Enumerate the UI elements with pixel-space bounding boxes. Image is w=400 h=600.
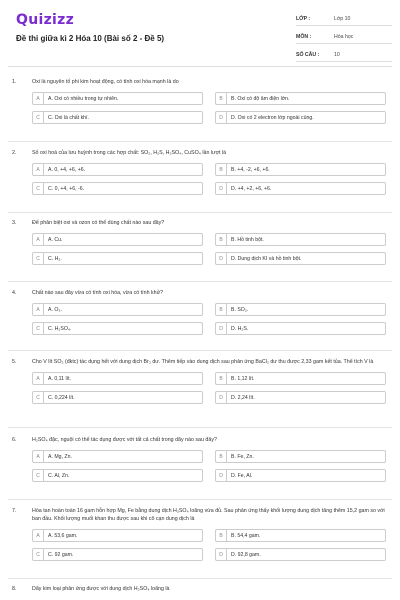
- option-text: B. +4, -2, +6, +6.: [231, 166, 270, 173]
- option-letter: A: [33, 304, 44, 315]
- option-letter: A: [33, 373, 44, 384]
- question-divider: [8, 499, 392, 500]
- option-text: D. Dung dịch KI và hồ tinh bột.: [231, 255, 302, 262]
- question-text: Chất nào sau đây vừa có tính oxi hóa, vừa có tính khử?: [32, 290, 164, 296]
- meta-class-row: [296, 12, 392, 26]
- option-text: D. Oxi có 2 electron lớp ngoài cùng.: [231, 114, 314, 121]
- option-text: D. +4, +2, +6, +6.: [231, 185, 272, 192]
- option-letter: C: [33, 549, 44, 560]
- question-number: 5.: [12, 359, 17, 365]
- answer-option[interactable]: [215, 163, 386, 176]
- answer-option[interactable]: [32, 163, 203, 176]
- question-text: Dãy kim loại phản ứng được với dung dịch H₂SO₄ loãng là: [32, 586, 170, 592]
- answer-options: [32, 92, 386, 124]
- option-letter: D: [216, 549, 227, 560]
- option-text: D. 2,24 lít.: [231, 394, 255, 401]
- question-divider: [8, 427, 392, 428]
- options-row: [32, 450, 386, 463]
- question-6: [8, 436, 392, 488]
- options-row: [32, 322, 386, 335]
- question-header: [8, 585, 392, 593]
- option-text: B. SO₂.: [231, 306, 249, 313]
- meta-subject-row: [296, 30, 392, 44]
- option-text: D. Fe, Al.: [231, 472, 253, 479]
- question-5: [8, 358, 392, 410]
- option-letter: B: [216, 234, 227, 245]
- option-letter: D: [216, 112, 227, 123]
- options-row: [32, 469, 386, 482]
- meta-class-label: LỚP :: [296, 15, 311, 22]
- option-letter: A: [33, 93, 44, 104]
- option-text: B. Fe, Zn.: [231, 453, 254, 460]
- option-letter: C: [33, 112, 44, 123]
- option-text: A. O₃.: [48, 306, 62, 313]
- option-letter: D: [216, 253, 227, 264]
- option-text: A. 0,11 lít.: [48, 375, 71, 382]
- answer-options: [32, 233, 386, 265]
- option-letter: A: [33, 530, 44, 541]
- option-text: C. Al, Zn.: [48, 472, 70, 479]
- answer-options: [32, 529, 386, 561]
- option-letter: D: [216, 470, 227, 481]
- option-text: A. Cu.: [48, 236, 63, 243]
- answer-options: [32, 372, 386, 404]
- option-letter: A: [33, 451, 44, 462]
- answer-option[interactable]: [32, 548, 203, 561]
- question-number: 4.: [12, 290, 17, 296]
- page-title: Đề thi giữa kì 2 Hóa 10 (Bài số 2 - Đề 5): [16, 34, 165, 43]
- option-letter: D: [216, 183, 227, 194]
- option-letter: B: [216, 93, 227, 104]
- question-8: [8, 585, 392, 593]
- option-text: A. 0, +4, +6, +6.: [48, 166, 86, 173]
- question-1: [8, 78, 392, 130]
- question-header: [8, 149, 392, 157]
- answer-options: [32, 303, 386, 335]
- answer-option[interactable]: [32, 450, 203, 463]
- option-text: C. 0, +4, +6, -6.: [48, 185, 85, 192]
- question-header: [8, 436, 392, 444]
- question-divider: [8, 141, 392, 142]
- options-row: [32, 372, 386, 385]
- option-text: B. 54,4 gam.: [231, 532, 261, 539]
- answer-option[interactable]: [215, 322, 386, 335]
- answer-options: [32, 163, 386, 195]
- answer-option[interactable]: [32, 233, 203, 246]
- question-number: 7.: [12, 508, 17, 514]
- option-text: B. Oxi có độ âm điện lớn.: [231, 95, 290, 102]
- meta-count-row: [296, 48, 392, 62]
- answer-option[interactable]: [215, 450, 386, 463]
- answer-option[interactable]: [215, 111, 386, 124]
- question-text: Oxi là nguyên tố phi kim hoạt động, có tính oxi hóa mạnh là do: [32, 79, 179, 85]
- options-row: [32, 529, 386, 542]
- answer-option[interactable]: [215, 548, 386, 561]
- question-header: [8, 507, 392, 523]
- answer-option[interactable]: [32, 303, 203, 316]
- meta-class-value: Lớp 10: [334, 15, 351, 22]
- options-row: [32, 182, 386, 195]
- option-letter: B: [216, 164, 227, 175]
- question-number: 6.: [12, 437, 17, 443]
- option-letter: B: [216, 304, 227, 315]
- option-text: D. 92,8 gam.: [231, 551, 261, 558]
- answer-option[interactable]: [215, 252, 386, 265]
- question-text: Số oxi hoá của lưu huỳnh trong các hợp chất: SO₂, H₂S, H₂SO₄, CuSO₄ lần lượt là: [32, 150, 227, 156]
- meta-count-label: SỐ CÂU :: [296, 51, 320, 58]
- option-text: A. Mg, Zn.: [48, 453, 72, 460]
- options-row: [32, 92, 386, 105]
- option-letter: C: [33, 392, 44, 403]
- answer-option[interactable]: [32, 252, 203, 265]
- option-text: C. 92 gam.: [48, 551, 74, 558]
- answer-option[interactable]: [32, 372, 203, 385]
- answer-option[interactable]: [32, 92, 203, 105]
- question-header: [8, 289, 392, 297]
- question-divider: [8, 578, 392, 579]
- option-text: C. 0,224 lít.: [48, 394, 75, 401]
- answer-option[interactable]: [215, 469, 386, 482]
- question-text: Hòa tan hoàn toàn 16 gam hỗn hợp Mg, Fe bằng dung dịch H₂SO₄ loãng vừa đủ. Sau phản ứng thấy khối lượng dung dịch tăng thêm 15,2 gam so với ban đầu. Khối lượng muối khan thu được sau khi cô cạn dung dịch là: [32, 508, 385, 522]
- option-letter: B: [216, 530, 227, 541]
- answer-option[interactable]: [215, 303, 386, 316]
- question-number: 1.: [12, 79, 17, 85]
- answer-option[interactable]: [215, 372, 386, 385]
- question-text: Cho V lít SO₂ (đktc) tác dụng hết với dung dịch Br₂ dư. Thêm tiếp vào dung dịch sau phản ứng BaCl₂ dư thu được 2,33 gam kết tủa. Thể tích V là: [32, 359, 374, 365]
- question-number: 3.: [12, 220, 17, 226]
- question-divider: [8, 350, 392, 351]
- options-row: [32, 111, 386, 124]
- question-text: H₂SO₄ đặc, nguội có thể tác dụng được với tất cả chất trong dãy nào sau đây?: [32, 437, 217, 443]
- question-number: 2.: [12, 150, 17, 156]
- option-text: B. Hồ tinh bột.: [231, 236, 264, 243]
- answer-option[interactable]: [32, 391, 203, 404]
- question-header: [8, 358, 392, 366]
- answer-option[interactable]: [215, 233, 386, 246]
- options-row: [32, 303, 386, 316]
- header-divider: [8, 66, 392, 67]
- answer-option[interactable]: [215, 92, 386, 105]
- question-7: [8, 507, 392, 567]
- exam-meta: [296, 12, 392, 62]
- question-number: 8.: [12, 586, 17, 592]
- option-text: C. H₂SO₄.: [48, 325, 72, 332]
- options-row: [32, 163, 386, 176]
- option-letter: A: [33, 234, 44, 245]
- answer-option[interactable]: [215, 182, 386, 195]
- answer-option[interactable]: [32, 322, 203, 335]
- meta-subject-value: Hóa học: [334, 33, 354, 40]
- question-header: [8, 78, 392, 86]
- option-letter: C: [33, 323, 44, 334]
- answer-option[interactable]: [32, 182, 203, 195]
- options-row: [32, 233, 386, 246]
- option-text: A. Oxi có nhiều trong tự nhiên.: [48, 95, 119, 102]
- question-divider: [8, 281, 392, 282]
- answer-option[interactable]: [215, 529, 386, 542]
- option-letter: C: [33, 253, 44, 264]
- meta-subject-label: MÔN :: [296, 33, 312, 40]
- answer-options: [32, 450, 386, 482]
- option-letter: C: [33, 183, 44, 194]
- option-letter: A: [33, 164, 44, 175]
- options-row: [32, 252, 386, 265]
- option-letter: B: [216, 373, 227, 384]
- option-letter: C: [33, 470, 44, 481]
- option-letter: D: [216, 392, 227, 403]
- quizizz-logo: Quizizz: [16, 12, 75, 28]
- options-row: [32, 391, 386, 404]
- question-3: [8, 219, 392, 271]
- question-2: [8, 149, 392, 201]
- meta-count-value: 10: [334, 51, 340, 58]
- answer-option[interactable]: [32, 111, 203, 124]
- option-text: C. H₂.: [48, 255, 62, 262]
- answer-option[interactable]: [215, 391, 386, 404]
- question-divider: [8, 212, 392, 213]
- option-letter: B: [216, 451, 227, 462]
- option-text: B. 1,12 lít.: [231, 375, 255, 382]
- answer-option[interactable]: [32, 469, 203, 482]
- option-text: D. H₂S.: [231, 325, 249, 332]
- question-4: [8, 289, 392, 341]
- question-text: Để phân biệt oxi và ozon có thể dùng chất nào sau đây?: [32, 220, 165, 226]
- option-letter: D: [216, 323, 227, 334]
- question-header: [8, 219, 392, 227]
- option-text: C. Oxi là chất khí.: [48, 114, 89, 121]
- options-row: [32, 548, 386, 561]
- option-text: A. 53,6 gam.: [48, 532, 78, 539]
- answer-option[interactable]: [32, 529, 203, 542]
